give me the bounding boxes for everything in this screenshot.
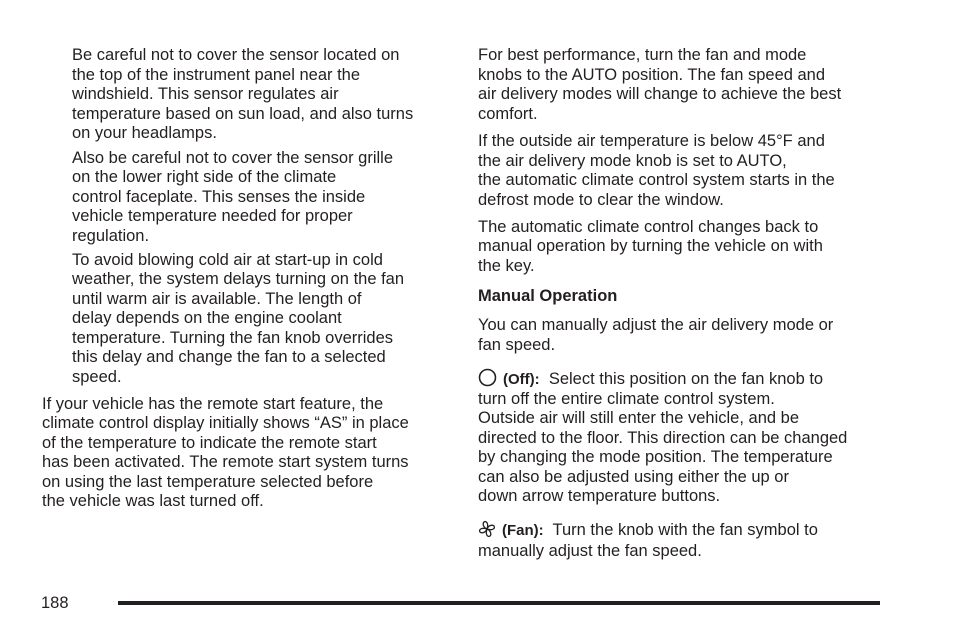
text-line: directed to the floor. This direction can be changed bbox=[478, 429, 848, 447]
text-line: If your vehicle has the remote start feature, the bbox=[42, 395, 384, 413]
text-line: For best performance, turn the fan and mode bbox=[478, 46, 807, 64]
text-line: regulation. bbox=[72, 227, 150, 245]
page-number: 188 bbox=[41, 594, 69, 612]
text-line: temperature. Turning the fan knob overrides bbox=[72, 329, 394, 347]
text-line: the air delivery mode knob is set to AUTO, bbox=[478, 152, 787, 170]
text-line: The automatic climate control changes back to bbox=[478, 218, 819, 236]
text-line: temperature based on sun load, and also turns bbox=[72, 105, 414, 123]
text-line: windshield. This sensor regulates air bbox=[72, 85, 339, 103]
text-line: can also be adjusted using either the up or bbox=[478, 468, 789, 486]
text-line: climate control display initially shows “AS” in place bbox=[42, 414, 409, 432]
text-line bbox=[478, 520, 818, 544]
text-line: Also be careful not to cover the sensor grille bbox=[72, 149, 394, 167]
text-line: If the outside air temperature is below 45°F and bbox=[478, 132, 825, 150]
text-line: manually adjust the fan speed. bbox=[478, 542, 702, 560]
text-line bbox=[478, 368, 823, 393]
text-line: fan speed. bbox=[478, 336, 556, 354]
text-line: delay depends on the engine coolant bbox=[72, 309, 342, 327]
fan-first-line: Turn the knob with the fan symbol to bbox=[552, 521, 818, 539]
fan-label: (Fan): bbox=[502, 522, 544, 539]
text-line: the key. bbox=[478, 257, 535, 275]
text-line: control faceplate. This senses the inside bbox=[72, 188, 366, 206]
text-line: turn off the entire climate control system. bbox=[478, 390, 775, 408]
text-line: To avoid blowing cold air at start-up in cold bbox=[72, 251, 383, 269]
text-line: Be careful not to cover the sensor located on bbox=[72, 46, 400, 64]
text-line: vehicle temperature needed for proper bbox=[72, 207, 353, 225]
text-line: manual operation by turning the vehicle on with bbox=[478, 237, 823, 255]
text-line: knobs to the AUTO position. The fan speed and bbox=[478, 66, 826, 84]
text-line: on using the last temperature selected before bbox=[42, 473, 374, 491]
text-line: defrost mode to clear the window. bbox=[478, 191, 724, 209]
text-line: this delay and change the fan to a selected bbox=[72, 348, 386, 366]
text-line: Outside air will still enter the vehicle, and be bbox=[478, 409, 799, 427]
off-label: (Off): bbox=[503, 371, 540, 388]
text-line: weather, the system delays turning on the fan bbox=[72, 270, 405, 288]
text-line: on the lower right side of the climate bbox=[72, 168, 337, 186]
off-first-line: Select this position on the fan knob to bbox=[548, 370, 824, 388]
text-line: the top of the instrument panel near the bbox=[72, 66, 361, 84]
text-line: down arrow temperature buttons. bbox=[478, 487, 721, 505]
text-line: on your headlamps. bbox=[72, 124, 217, 142]
text-line: has been activated. The remote start system turns bbox=[42, 453, 409, 471]
text-line: of the temperature to indicate the remote start bbox=[42, 434, 377, 452]
text-line: air delivery modes will change to achieve the best bbox=[478, 85, 842, 103]
text-line: the vehicle was last turned off. bbox=[42, 492, 264, 510]
text-line: speed. bbox=[72, 368, 122, 386]
section-heading-manual-operation: Manual Operation bbox=[478, 287, 618, 305]
fan-icon bbox=[478, 520, 496, 544]
text-line: You can manually adjust the air delivery mode or bbox=[478, 316, 834, 334]
text-line: by changing the mode position. The temperature bbox=[478, 448, 833, 466]
text-line: the automatic climate control system starts in the bbox=[478, 171, 835, 189]
footer-rule bbox=[118, 601, 880, 605]
text-line: comfort. bbox=[478, 105, 538, 123]
off-circle-icon bbox=[478, 368, 497, 393]
text-line: until warm air is available. The length of bbox=[72, 290, 362, 308]
